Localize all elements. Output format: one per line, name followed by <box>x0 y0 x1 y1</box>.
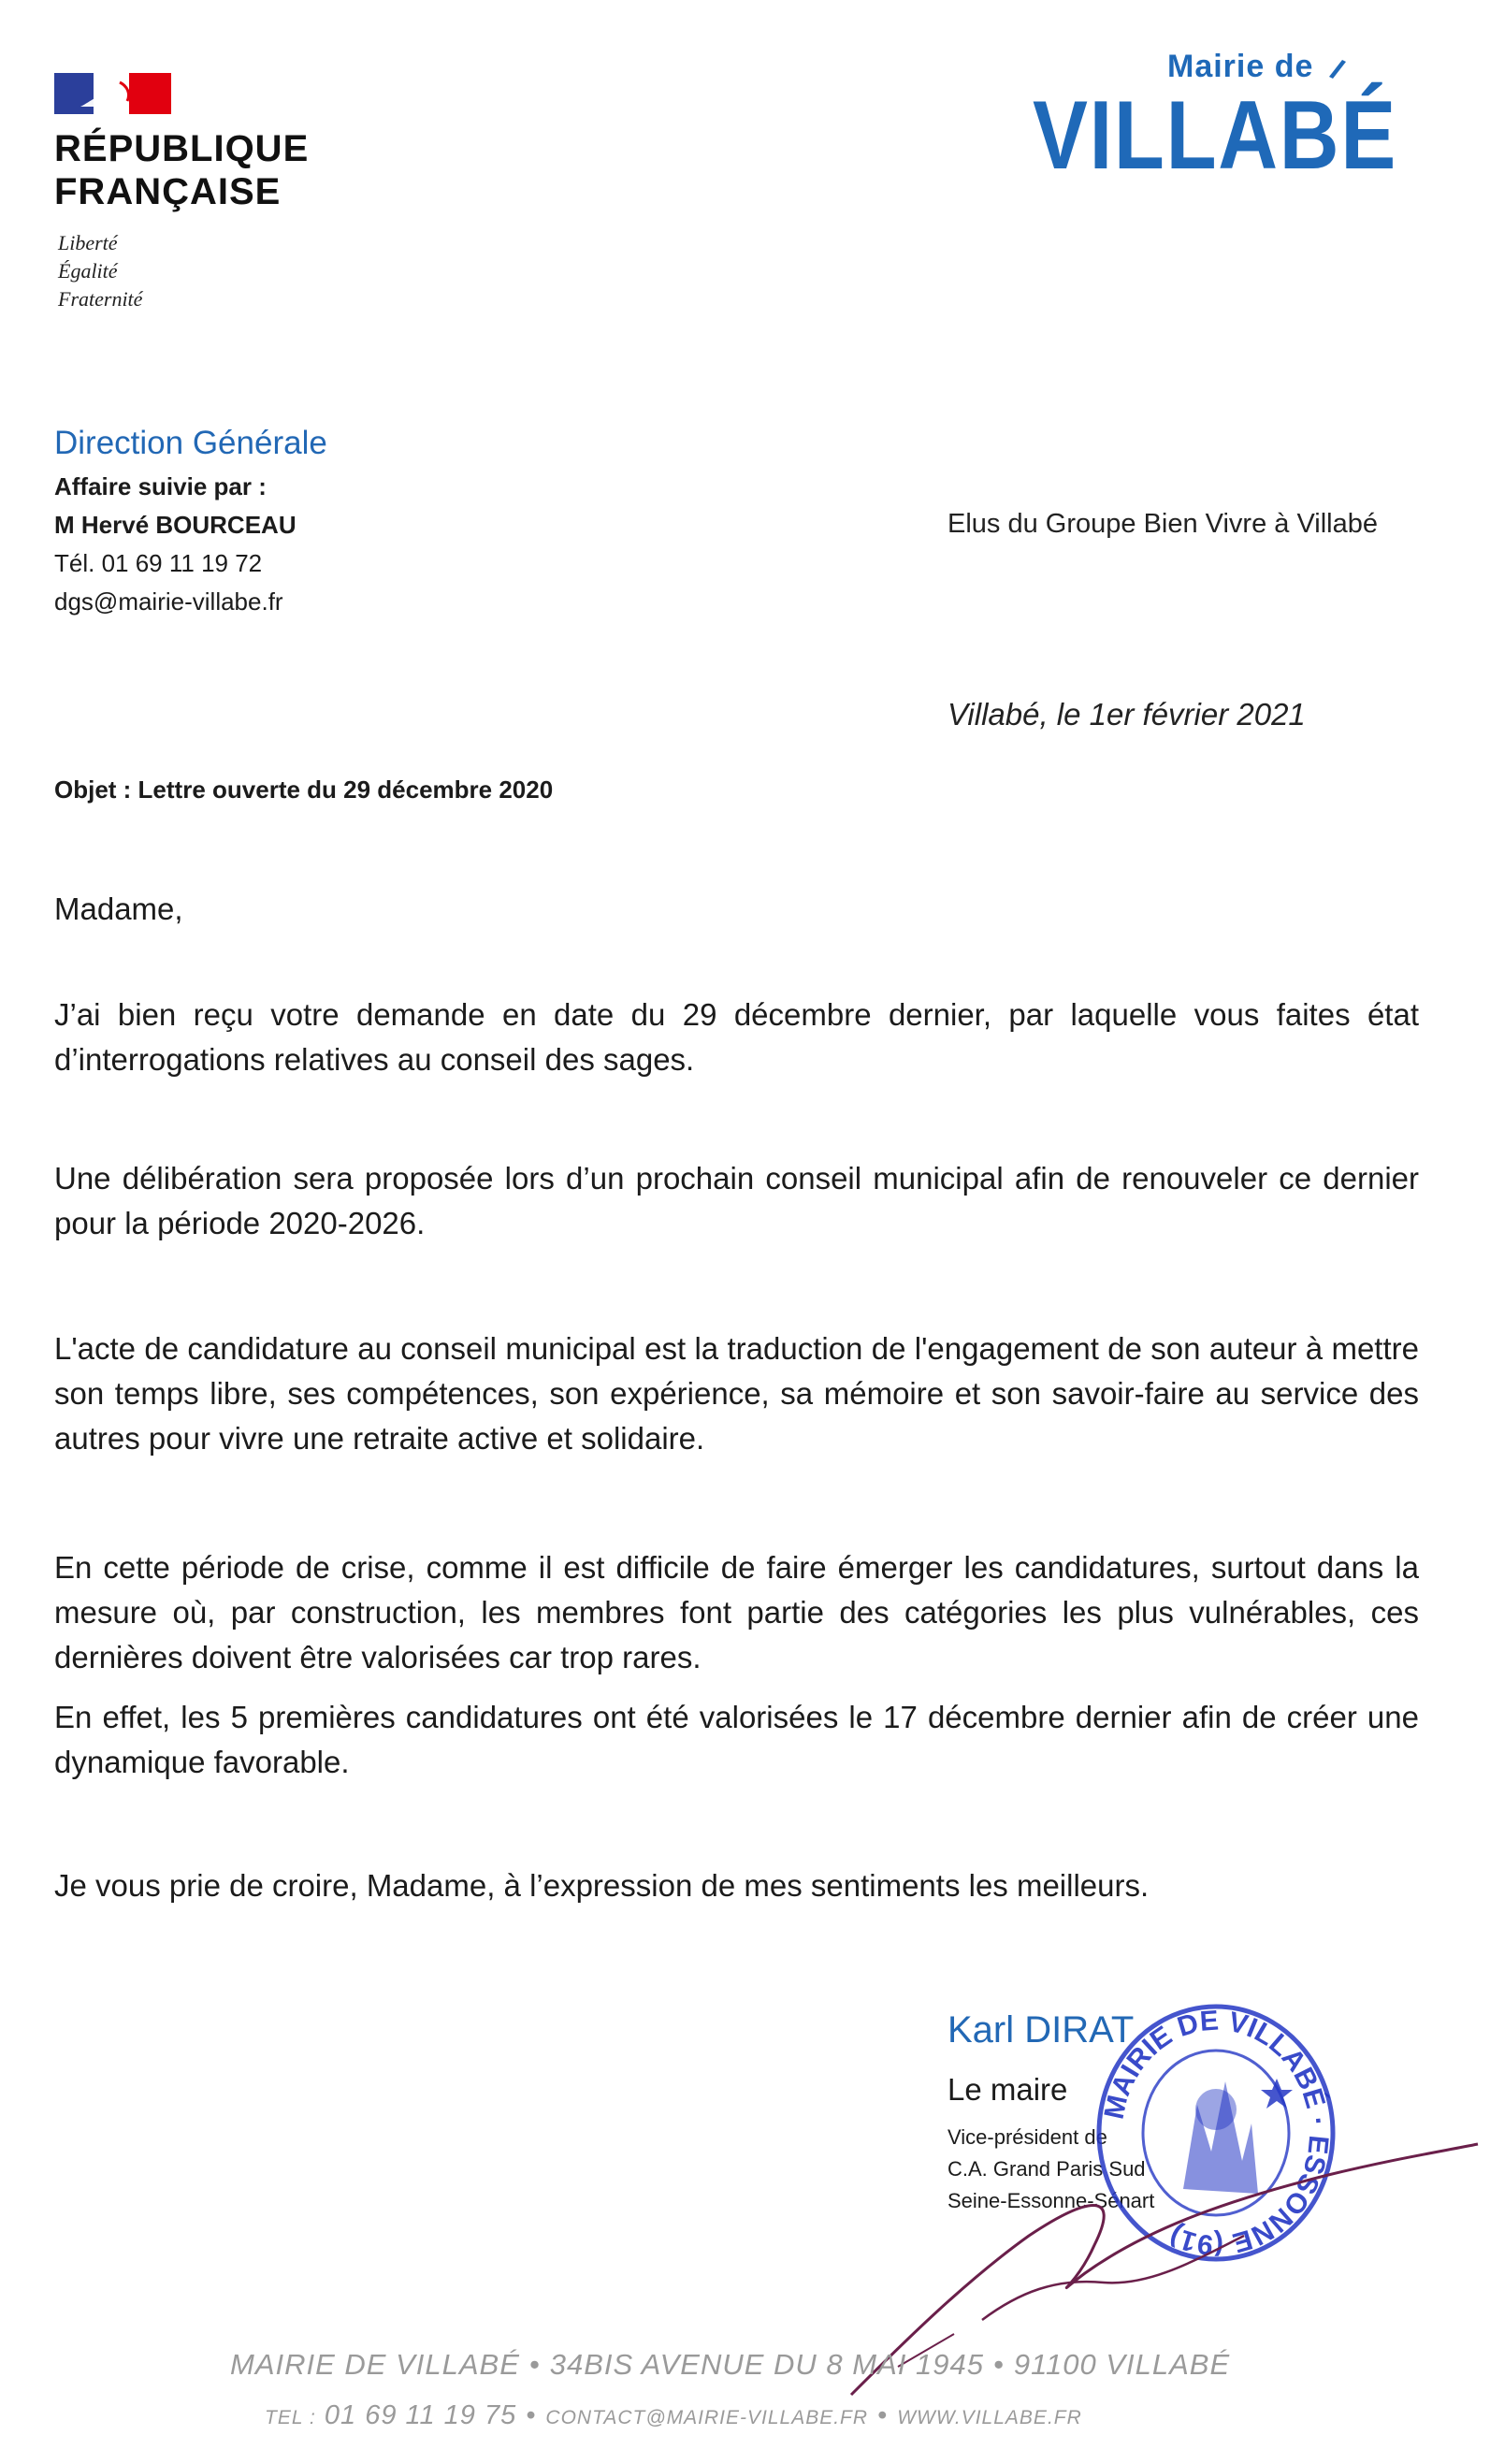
paragraph-4: En cette période de crise, comme il est difficile de faire émerger les candidatures, surtout dans la mesure où, par construction, les membres font partie des catégories les plus vulnérables, ces dernières doivent être valorisées car trop rares. <box>54 1550 1419 1674</box>
marianne-flag-logo <box>54 73 171 114</box>
signatory-name: Karl DIRAT <box>948 2009 1135 2051</box>
footer-contact-email: CONTACT@MAIRIE-VILLABE.FR <box>545 2407 869 2428</box>
logo-name-text: VILLABÉ <box>1033 81 1397 190</box>
signatory-line-2: C.A. Grand Paris Sud <box>948 2157 1146 2181</box>
footer-address-mairie: MAIRIE DE VILLABÉ <box>230 2348 520 2381</box>
paragraph-5: En effet, les 5 premières candidatures ont été valorisées le 17 décembre dernier afin de créer une dynamique favorable. <box>54 1700 1419 1779</box>
closing-formula: Je vous prie de croire, Madame, à l’expression de mes sentiments les meilleurs. <box>54 1868 1150 1903</box>
motto-liberte: Liberté <box>58 231 118 254</box>
paragraph-3: L'acte de candidature au conseil municipal est la traduction de l'engagement de son auteur à mettre son temps libre, ses compétences, son expérience, sa mémoire et son savoir-faire au service des autres pour vivre une retraite active et solidaire. <box>54 1331 1419 1456</box>
footer-tel: 01 69 11 19 75 <box>324 2400 517 2430</box>
followed-by-name: M Hervé BOURCEAU <box>54 511 297 539</box>
republic-line-2: FRANÇAISE <box>54 171 282 212</box>
signatory-title: Le maire <box>948 2072 1068 2107</box>
logo-mairie-de: Mairie de <box>1167 49 1348 85</box>
footer-address: MAIRIE DE VILLABÉ • 34BIS AVENUE DU 8 MAI 1945 • 91100 VILLABÉ <box>230 2348 1231 2381</box>
footer-contact: TEL : 01 69 11 19 75 • CONTACT@MAIRIE-VILLABE.FR • WWW.VILLABE.FR <box>265 2400 1082 2430</box>
letter-object: Objet : Lettre ouverte du 29 décembre 2020 <box>54 775 554 804</box>
logo-accent-icon <box>1324 56 1348 80</box>
stamp-ring-text: MAIRIE DE VILLABÉ · ESSONNE (91) <box>1098 2005 1335 2261</box>
signatory-line-3: Seine-Essonne-Sénart <box>948 2189 1155 2212</box>
motto-egalite: Égalité <box>58 259 118 283</box>
footer-address-street: 34BIS AVENUE DU 8 MAI 1945 <box>549 2348 984 2381</box>
sender-department: Direction Générale <box>54 425 327 461</box>
followed-by-label: Affaire suivie par : <box>54 472 267 500</box>
sender-phone: Tél. 01 69 11 19 72 <box>54 549 263 577</box>
villabe-logo <box>1029 81 1403 190</box>
motto-fraternite: Fraternité <box>58 287 143 311</box>
republic-line-1: RÉPUBLIQUE <box>54 128 310 169</box>
footer-address-city: 91100 VILLABÉ <box>1013 2348 1231 2381</box>
signatory-line-1: Vice-président de <box>948 2125 1107 2149</box>
paragraph-1: J’ai bien reçu votre demande en date du 29 décembre dernier, par laquelle vous faites état d’interrogations relatives au conseil des sages. <box>54 997 1419 1077</box>
salutation: Madame, <box>54 891 183 926</box>
footer-website: WWW.VILLABE.FR <box>897 2407 1082 2428</box>
paragraph-2: Une délibération sera proposée lors d’un prochain conseil municipal afin de renouveler ce dernier pour la période 2020-2026. <box>54 1161 1419 1240</box>
recipient: Elus du Groupe Bien Vivre à Villabé <box>948 509 1378 539</box>
sender-email: dgs@mairie-villabe.fr <box>54 587 283 616</box>
footer-tel-label: TEL : <box>265 2407 316 2428</box>
letter-date: Villabé, le 1er février 2021 <box>948 697 1306 732</box>
